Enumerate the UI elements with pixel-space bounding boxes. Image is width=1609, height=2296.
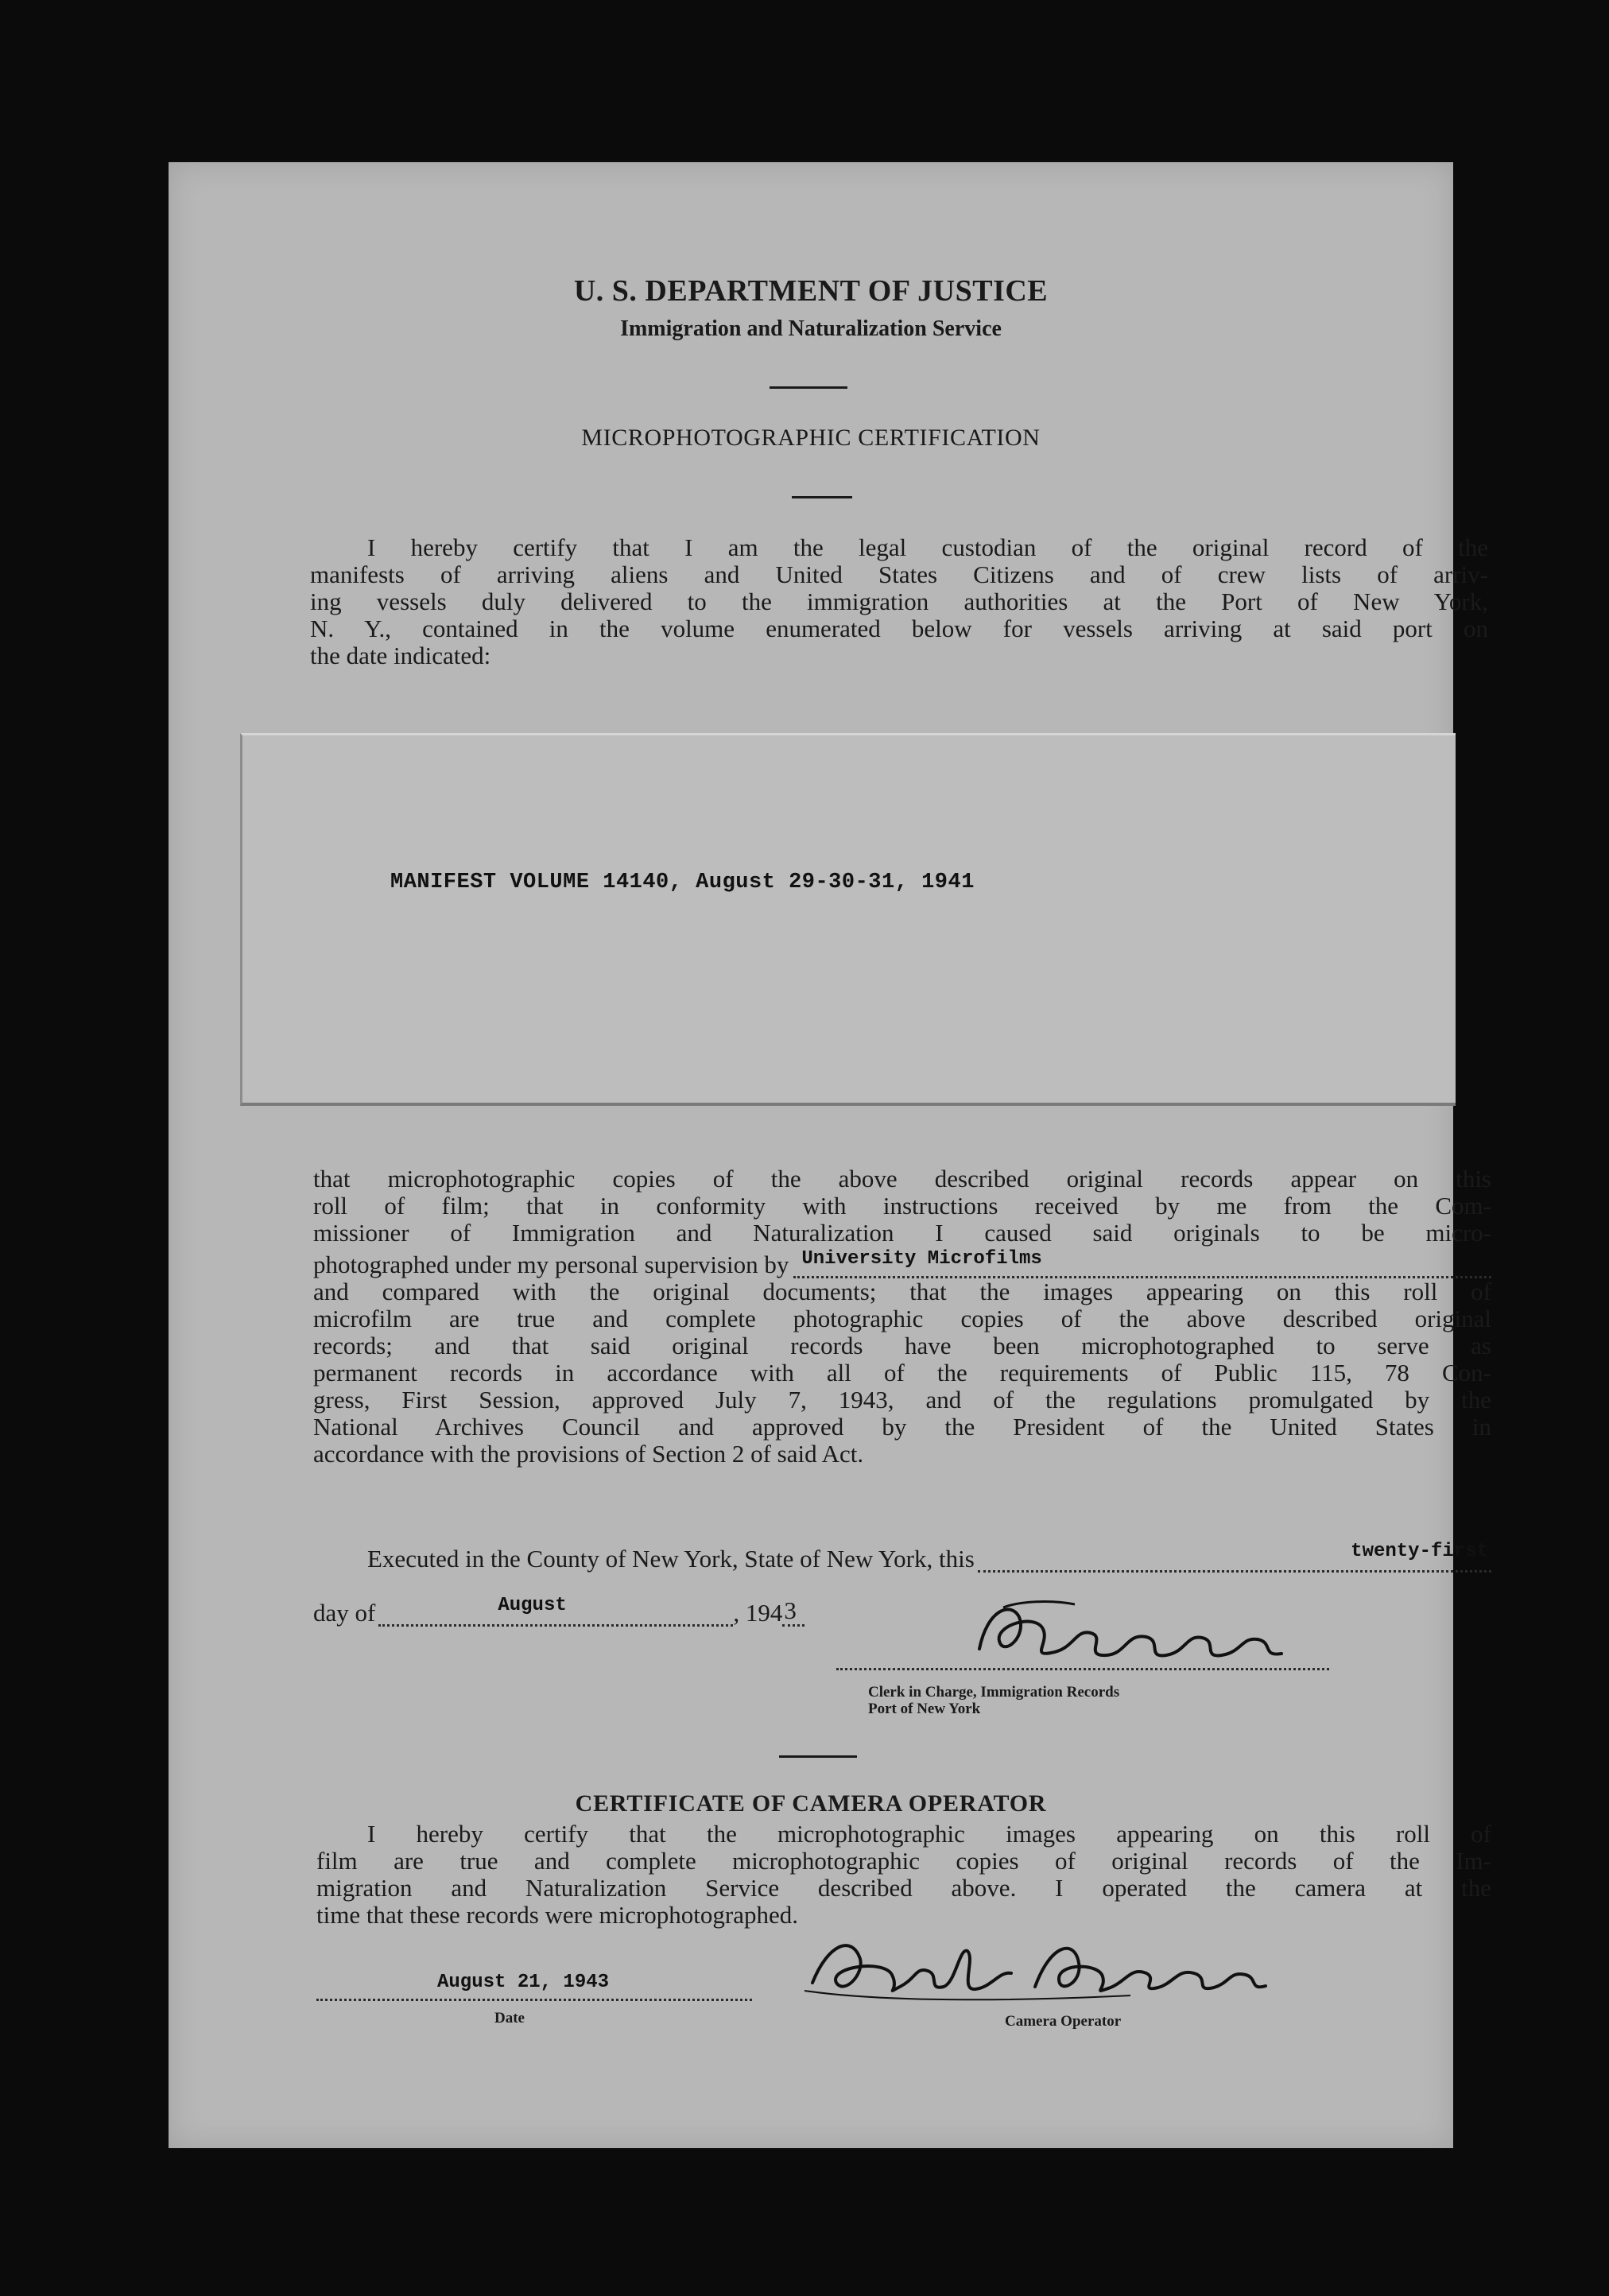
body-line: microfilm are true and complete photographic copies of the above described original: [313, 1305, 1491, 1332]
year-digit: 3: [784, 1596, 797, 1624]
camera-operator-signature: [797, 1927, 1274, 2015]
supervisor-value: University Microfilms: [801, 1248, 1042, 1270]
month-field: [378, 1595, 733, 1627]
clerk-title-line-1: Clerk in Charge, Immigration Records: [868, 1684, 1120, 1701]
body-line: accordance with the provisions of Section 2 of said Act.: [313, 1440, 864, 1468]
intro-line: I hereby certify that I am the legal custodian of the original record of the: [367, 533, 1488, 561]
camera-line: time that these records were microphotographed.: [316, 1901, 798, 1929]
camera-date-value: August 21, 1943: [437, 1972, 610, 1993]
manifest-volume-text: MANIFEST VOLUME 14140, August 29-30-31, 1941: [390, 871, 975, 894]
camera-operator-label: Camera Operator: [1005, 2013, 1122, 2030]
supervision-line: [313, 1248, 1491, 1278]
body-line: that microphotographic copies of the above described original records appear on this: [313, 1165, 1491, 1193]
camera-divider: [779, 1755, 857, 1758]
certification-title: MICROPHOTOGRAPHIC CERTIFICATION: [581, 425, 1041, 451]
executed-line: [367, 1541, 1491, 1573]
body-line: roll of film; that in conformity with instructions received by me from the Com-: [313, 1192, 1491, 1220]
month-value: August: [498, 1595, 567, 1616]
date-label: Date: [494, 2010, 525, 2026]
clerk-signature-line: [836, 1668, 1329, 1670]
supervisor-field: [793, 1248, 1491, 1278]
camera-line: migration and Naturalization Service described above. I operated the camera at the: [316, 1874, 1491, 1902]
day-of-line: [313, 1595, 804, 1627]
title-divider: [792, 496, 852, 498]
camera-paragraph: [316, 1821, 1491, 1929]
year-field: [782, 1596, 804, 1627]
intro-paragraph: [310, 534, 1488, 669]
camera-date-line: [316, 1999, 752, 2001]
body-line: records; and that said original records have been microphotographed to serve as: [313, 1332, 1491, 1359]
year-prefix: , 194: [733, 1599, 783, 1627]
executed-prefix: Executed in the County of New York, State of New York, this: [367, 1545, 975, 1573]
intro-line: N. Y., contained in the volume enumerated below for vessels arriving at said port on: [310, 615, 1488, 642]
intro-line: ing vessels duly delivered to the immigration authorities at the Port of New York,: [310, 588, 1488, 615]
certificate-sheet: [169, 162, 1491, 2148]
clerk-title-line-2: Port of New York: [868, 1701, 981, 1717]
intro-line: the date indicated:: [310, 642, 491, 669]
body-line: and compared with the original documents; that the images appearing on this roll of: [313, 1278, 1491, 1305]
department-heading: U. S. DEPARTMENT OF JUSTICE: [573, 274, 1049, 308]
camera-line: film are true and complete microphotographic copies of original records of the Im-: [316, 1847, 1491, 1875]
body-line: permanent records in accordance with all of the requirements of Public 115, 78 Con-: [313, 1359, 1491, 1387]
intro-line: manifests of arriving aliens and United States Citizens and of crew lists of arriv-: [310, 560, 1488, 588]
body-line: gress, First Session, approved July 7, 1943, and of the regulations promulgated by the: [313, 1386, 1491, 1414]
executed-day-field: [978, 1541, 1491, 1573]
manifest-slip: [240, 733, 1456, 1106]
executed-day-value: twenty-first: [1351, 1541, 1488, 1562]
supervision-prefix: photographed under my personal supervision by: [313, 1251, 789, 1278]
day-of-label: day of: [313, 1599, 376, 1627]
service-subheading: Immigration and Naturalization Service: [620, 316, 1002, 341]
body-line: missioner of Immigration and Naturalization I caused said originals to be micro-: [313, 1219, 1491, 1247]
body-line: National Archives Council and approved by the President of the United States in: [313, 1413, 1491, 1441]
body-paragraph: [313, 1165, 1491, 1468]
header-divider: [770, 386, 847, 389]
camera-certificate-heading: CERTIFICATE OF CAMERA OPERATOR: [575, 1790, 1047, 1817]
camera-line: I hereby certify that the microphotographic images appearing on this roll of: [367, 1820, 1491, 1848]
